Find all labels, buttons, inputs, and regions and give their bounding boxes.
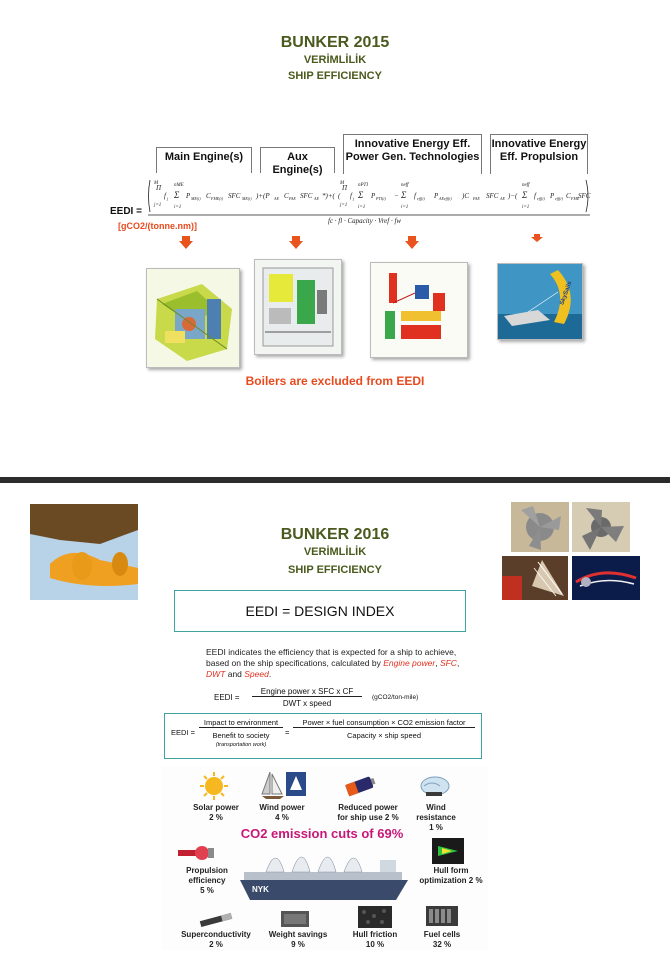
- svg-text:SFC: SFC: [300, 192, 313, 200]
- emission-banner: CO2 emission cuts of 69%: [240, 826, 404, 841]
- item-fuel-cells: [412, 930, 472, 950]
- svg-text:(: (: [338, 192, 341, 200]
- formula2-den1-note: (transportation work): [215, 742, 267, 748]
- svg-text:FME(i): FME(i): [211, 196, 223, 201]
- svg-text:eff(i): eff(i): [555, 196, 563, 201]
- svg-text:C: C: [284, 192, 289, 200]
- item-reduced-power: [332, 803, 404, 823]
- svg-text:FAE: FAE: [289, 196, 296, 201]
- svg-text:f: f: [164, 192, 166, 200]
- svg-text:M: M: [154, 181, 159, 186]
- item-weight-savings-value: 9 %: [291, 940, 305, 949]
- svg-text:ME(i): ME(i): [242, 196, 252, 201]
- item-solar-value: 2 %: [209, 813, 223, 822]
- cloud-icon: [418, 772, 452, 798]
- item-hull-friction-label: Hull friction: [352, 930, 398, 939]
- fuel-cell-icon: [424, 904, 460, 928]
- sailboat-icon: [260, 770, 308, 800]
- item-wind-power-value: 4 %: [275, 813, 289, 822]
- item-fuel-cells-value: 32 %: [432, 940, 452, 949]
- svg-text:neff: neff: [401, 183, 409, 188]
- svg-text:Σ: Σ: [522, 190, 528, 200]
- propulsion-kite-image: [497, 263, 583, 340]
- svg-text:nME: nME: [174, 183, 184, 188]
- svg-text:P: P: [371, 192, 376, 200]
- engine-icon: [147, 269, 239, 367]
- formula2-den1: Benefit to society: [212, 731, 270, 740]
- item-solar: [186, 803, 246, 823]
- power-gen-icon: [371, 263, 467, 357]
- svg-text:AEeff(i): AEeff(i): [439, 196, 452, 201]
- svg-text:Σ: Σ: [358, 190, 364, 200]
- item-propulsion-value: 5 %: [200, 886, 214, 895]
- svg-text:PTI(i): PTI(i): [376, 196, 386, 201]
- svg-text:ME(i): ME(i): [191, 196, 201, 201]
- svg-text:SFC: SFC: [228, 192, 241, 200]
- header-main-engine: Main Engine(s): [156, 147, 252, 173]
- svg-text:AE: AE: [274, 196, 279, 201]
- item-wind-resistance-label: Wind resistance: [416, 803, 456, 822]
- formula1-unit: (gCO2/ton-mile): [372, 694, 419, 701]
- item-hull-friction-value: 10 %: [365, 940, 385, 949]
- svg-text:neff: neff: [522, 183, 530, 188]
- header-power-gen: Innovative Energy Eff. Power Gen. Technologies: [343, 134, 482, 174]
- item-propulsion-label: Propulsion efficiency: [186, 866, 228, 885]
- svg-text:P: P: [434, 192, 439, 200]
- item-hull-form-value: 2 %: [468, 876, 483, 885]
- svg-text:Π: Π: [156, 184, 162, 192]
- svg-text:i=1: i=1: [174, 205, 182, 210]
- svg-text:f: f: [414, 192, 416, 200]
- hull-form-icon: [432, 838, 464, 864]
- svg-text:Σ: Σ: [174, 190, 180, 200]
- kite-text: SkySails: [559, 280, 574, 306]
- item-reduced-power-value: 2 %: [384, 813, 399, 822]
- svg-text:C: C: [566, 192, 571, 200]
- svg-text:AE: AE: [314, 196, 319, 201]
- propeller-photo-4: [572, 556, 640, 600]
- main-engine-image: [146, 268, 240, 368]
- propeller-small-icon: [176, 842, 216, 864]
- svg-text:i=1: i=1: [358, 205, 366, 210]
- svg-text:Π: Π: [342, 184, 348, 192]
- item-hull-form-label: Hull form optimization: [419, 866, 469, 885]
- svg-text:P: P: [550, 192, 555, 200]
- slide-2-subtitle-tr: VERİMLİLİK: [303, 546, 367, 558]
- aux-engine-image: [254, 259, 342, 355]
- boilers-note: Boilers are excluded from EEDI: [245, 374, 425, 388]
- svg-text:−: −: [394, 192, 399, 200]
- eedi-unit: [gCO2/(tonne.nm)]: [118, 221, 197, 231]
- formula1-lhs: EEDI =: [214, 693, 240, 702]
- slide-2: [0, 484, 670, 966]
- svg-text:)+(P: )+(P: [256, 192, 270, 200]
- propeller-photo-3: [502, 556, 568, 600]
- weight-icon: [280, 910, 310, 928]
- propeller-image: [30, 504, 138, 600]
- svg-text:nPTI: nPTI: [358, 183, 368, 188]
- svg-text:j=1: j=1: [340, 203, 348, 208]
- propeller-photo-2: [572, 502, 630, 552]
- slide-2-subtitle-en: SHIP EFFICIENCY: [288, 564, 382, 576]
- item-wind-power: [252, 803, 312, 823]
- svg-text:)−(: )−(: [508, 192, 518, 200]
- cable-icon: [198, 912, 234, 928]
- sun-icon: [199, 772, 229, 800]
- design-index-box: EEDI = DESIGN INDEX: [174, 590, 466, 632]
- svg-text:j=1: j=1: [154, 203, 162, 208]
- item-superconductivity-value: 2 %: [209, 940, 223, 949]
- item-hull-form: [412, 866, 490, 886]
- svg-text:SFC: SFC: [486, 192, 499, 200]
- svg-text:AE: AE: [500, 196, 505, 201]
- slide-2-title: BUNKER 2016: [280, 526, 390, 543]
- svg-text:*)+(: *)+(: [322, 192, 335, 200]
- svg-text:M: M: [340, 181, 345, 186]
- item-wind-resistance-value: 1 %: [429, 823, 443, 832]
- svg-text:C: C: [206, 192, 211, 200]
- item-reduced-power-label: Reduced power for ship use: [337, 803, 398, 822]
- item-weight-savings: [266, 930, 330, 950]
- item-hull-friction: [344, 930, 406, 950]
- propeller-icon: [30, 504, 138, 600]
- item-superconductivity-label: Superconductivity: [181, 930, 251, 939]
- svg-text:P: P: [186, 192, 191, 200]
- item-weight-savings-label: Weight savings: [268, 930, 328, 939]
- svg-text:)C: )C: [462, 192, 469, 200]
- svg-text:i=1: i=1: [522, 205, 530, 210]
- power-gen-image: [370, 262, 468, 358]
- item-propulsion: [168, 866, 246, 896]
- battery-icon: [342, 772, 378, 798]
- svg-text:f: f: [350, 192, 352, 200]
- eedi-label: EEDI =: [110, 206, 142, 217]
- header-propulsion: Innovative Energy Eff. Propulsion: [490, 134, 588, 174]
- formula2-den2: Capacity × ship speed: [346, 731, 421, 740]
- svg-text:FAE: FAE: [473, 196, 480, 201]
- eedi-denominator: fc · fl · Capacity · Vref · fw: [328, 217, 402, 225]
- slide-1-title: BUNKER 2015: [280, 34, 390, 51]
- svg-text:eff(i): eff(i): [417, 196, 425, 201]
- highlight-dwt: DWT: [206, 669, 226, 679]
- kite-ship-icon: [498, 264, 582, 339]
- formula2-num1: Impact to environment: [199, 718, 283, 728]
- highlight-sfc: SFC: [439, 658, 457, 668]
- item-solar-label: Solar power: [193, 803, 239, 812]
- ship-text: NYK: [252, 885, 269, 894]
- formula1-denominator: DWT x speed: [282, 699, 332, 708]
- svg-text:j: j: [167, 196, 169, 201]
- description-text: EEDI indicates the efficiency that is expected for a ship to achieve, based on the ship specifications, calculated by: [206, 647, 457, 668]
- svg-text:Σ: Σ: [401, 190, 407, 200]
- aux-engine-icon: [255, 260, 341, 354]
- hull-friction-icon: [358, 906, 392, 928]
- emission-infographic: [162, 766, 488, 950]
- item-wind-power-label: Wind power: [259, 803, 305, 812]
- propeller-photo-1: [511, 502, 569, 552]
- eedi-description: EEDI indicates the efficiency that is expected for a ship to achieve, based on the ship specifications, calculated by Engine power, SFC, DWT and Speed.: [206, 647, 460, 679]
- slide-1: [0, 0, 670, 470]
- formula2-lhs: EEDI =: [171, 728, 195, 737]
- svg-text:FME: FME: [571, 196, 580, 201]
- highlight-engine-power: Engine power: [383, 658, 436, 668]
- eedi-formula: [146, 176, 592, 220]
- item-fuel-cells-label: Fuel cells: [423, 930, 461, 939]
- svg-text:SFC: SFC: [578, 192, 591, 200]
- formula2-num2: Power × fuel consumption × CO2 emission factor: [293, 718, 475, 728]
- formula2-equals: =: [285, 728, 290, 737]
- svg-text:i=1: i=1: [401, 205, 409, 210]
- header-aux-engine: Aux Engine(s): [260, 147, 335, 173]
- svg-text:eff(i): eff(i): [537, 196, 545, 201]
- svg-text:j: j: [353, 196, 355, 201]
- svg-text:f: f: [534, 192, 536, 200]
- highlight-speed: Speed: [244, 669, 269, 679]
- formula1-numerator: Engine power x SFC x CF: [252, 687, 362, 697]
- item-superconductivity: [180, 930, 252, 950]
- slide-1-subtitle-en: SHIP EFFICIENCY: [288, 70, 382, 82]
- slide-1-subtitle-tr: VERİMLİLİK: [303, 54, 367, 66]
- ship-icon: [236, 840, 412, 906]
- slide-divider: [0, 477, 670, 483]
- formula2-box: [164, 713, 482, 759]
